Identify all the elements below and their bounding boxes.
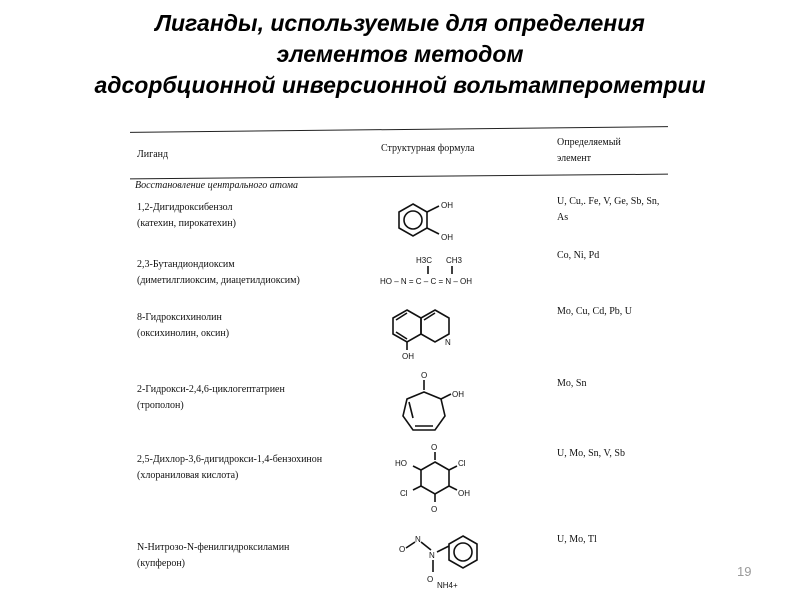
tropolone-structure: [397, 368, 487, 438]
dimethylglyoxime-structure: [380, 252, 500, 288]
ligand-alias: (диметилглиоксим, диацетилдиоксим): [137, 275, 300, 286]
ligand-alias: (катехин, пирокатехин): [137, 218, 236, 229]
o-label: O: [399, 545, 406, 554]
o-minus-label: O: [427, 575, 434, 584]
o-label: O: [421, 371, 428, 380]
cl-label-right: Cl: [458, 459, 466, 468]
table-top-rule: [130, 126, 668, 133]
ho-label: HO: [395, 459, 407, 468]
nh4-label: NH4+: [437, 581, 458, 590]
ligand-alias: (купферон): [137, 558, 185, 569]
ligand-row-3: [137, 310, 372, 342]
oxime-chain-label: HO – N = C – C = N – OH: [380, 277, 473, 286]
ligand-table: [125, 120, 670, 598]
cl-label-left: Cl: [400, 489, 408, 498]
chloranilic-acid-structure: [395, 440, 491, 518]
ligand-name: 8-Гидроксихинолин: [137, 312, 222, 323]
elements-row-2: Co, Ni, Pd: [557, 250, 600, 261]
ligand-name: 2,5-Дихлор-3,6-дигидрокси-1,4-бензохинон: [137, 454, 323, 465]
elements-row-4: Mo, Sn: [557, 378, 587, 389]
n-label: N: [445, 338, 451, 347]
elements-row-1: U, Cu,. Fe, V, Ge, Sb, Sn, As: [557, 196, 660, 223]
elements-row-3: Mo, Cu, Cd, Pb, U: [557, 306, 633, 317]
ligand-row-1: [137, 200, 372, 232]
table-header-rule: [130, 174, 668, 180]
ch3-label-right: CH3: [446, 256, 463, 265]
cupferron-structure: [393, 530, 503, 598]
oh-label-top: OH: [441, 201, 453, 210]
oxine-structure: [393, 302, 493, 362]
title-line-2: элементов методом: [276, 41, 524, 67]
ligand-name: 1,2-Дигидроксибензол: [137, 202, 233, 213]
oh-label: OH: [458, 489, 470, 498]
page-number: 19: [737, 564, 752, 579]
ligand-name: N-Нитрозо-N-фенилгидроксиламин: [137, 542, 290, 553]
n-label-top: N: [415, 535, 421, 544]
oh-label: OH: [452, 390, 464, 399]
catechol-structure: [393, 192, 473, 252]
ligand-row-6: [137, 540, 372, 572]
o-label-bottom: O: [431, 505, 438, 514]
header-ligand: Лиганд: [137, 149, 169, 160]
elements-row-5: U, Mo, Sn, V, Sb: [557, 448, 625, 459]
title-line-3: адсорбционной инверсионной вольтамперометрии: [94, 72, 706, 98]
ligand-row-2: [137, 257, 372, 289]
ligand-row-5: [137, 452, 372, 484]
ch3-label-left: H3C: [416, 256, 433, 265]
ligand-row-4: [137, 382, 372, 414]
elements-row-6: U, Mo, Tl: [557, 534, 597, 545]
oh-label-bottom: OH: [441, 233, 453, 242]
slide-title: [0, 8, 800, 101]
title-line-1: Лиганды, используемые для определения: [155, 10, 645, 36]
ligand-alias: (хлораниловая кислота): [137, 470, 239, 481]
ligand-alias: (оксихинолин, оксин): [137, 328, 230, 339]
ligand-name: 2,3-Бутандиондиоксим: [137, 259, 235, 270]
ligand-alias: (трополон): [137, 400, 184, 411]
n-label-mid: N: [429, 551, 435, 560]
o-label-top: O: [431, 443, 438, 452]
header-element-2: элемент: [557, 153, 592, 164]
oh-label: OH: [402, 352, 414, 361]
header-element-1: Определяемый: [557, 137, 621, 148]
header-formula: Структурная формула: [381, 143, 475, 154]
section-label: Восстановление центрального атома: [135, 180, 298, 191]
ligand-name: 2-Гидрокси-2,4,6-циклогептатриен: [137, 384, 285, 395]
